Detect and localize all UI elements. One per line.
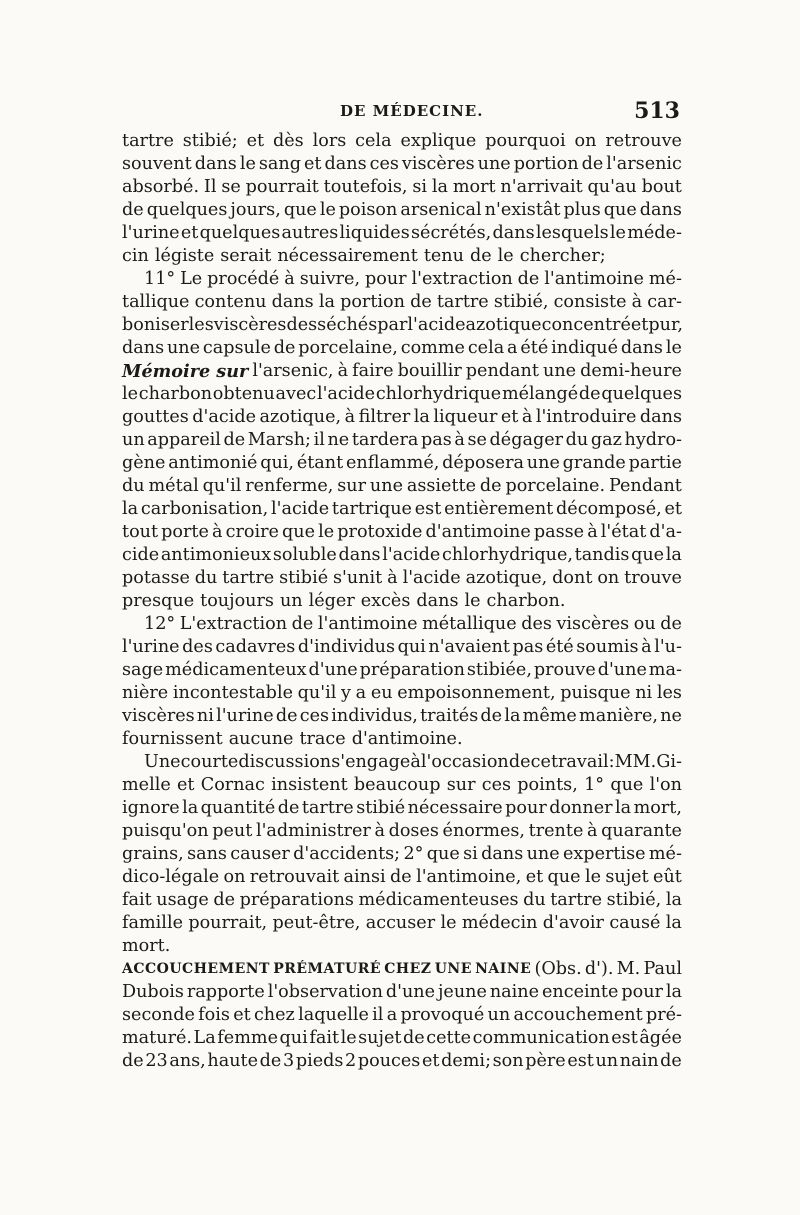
text-line: 12° L'extraction de l'antimoine métallique des viscères ou de [144,614,682,634]
text-line: fait usage de préparations médicamenteuses du tartre stibié, la [122,890,682,910]
text-line: fournissent aucune trace d'antimoine. [122,729,463,749]
text-line: de 23 ans, haute de 3 pieds 2 pouces et demi; son père est un nain de [122,1051,682,1071]
text-line: boniser les viscères desséchés par l'acide azotique concentré et pur, [122,315,684,335]
text-line: Mémoire sur l'arsenic, à faire bouillir pendant une demi-heure [122,361,682,382]
text-line: un appareil de Marsh; il ne tardera pas à se dégager du gaz hydro- [122,430,682,450]
text-line: la carbonisation, l'acide tartrique est entièrement décomposé, et [122,499,682,519]
text-line: dico-légale on retrouvait ainsi de l'antimoine, et que le sujet eût [122,867,682,887]
text-line: presque toujours un léger excès dans le charbon. [122,591,566,611]
text-line: nière incontestable qu'il y a eu empoisonnement, puisque ni les [122,683,682,703]
text-line: l'urine des cadavres d'individus qui n'avaient pas été soumis à l'u- [122,637,682,657]
text-line: gouttes d'acide azotique, à filtrer la liqueur et à l'introduire dans [122,407,682,427]
text-line: grains, sans causer d'accidents; 2° que si dans une expertise mé- [122,844,682,864]
text-line: absorbé. Il se pourrait toutefois, si la mort n'arrivait qu'au bout [122,177,682,197]
text-line: ignore la quantité de tartre stibié nécessaire pour donner la mort, [122,798,682,818]
text-line: du métal qu'il renferme, sur une assiette de porcelaine. Pendant [122,476,682,496]
text-line: tout porte à croire que le protoxide d'antimoine passe à l'état d'a- [122,522,682,542]
text-line: maturé. La femme qui fait le sujet de cette communication est âgée [122,1028,682,1048]
text-line: le charbon obtenu avec l'acide chlorhydrique mélangé de quelques [122,384,682,404]
text-line: 11° Le procédé à suivre, pour l'extraction de l'antimoine mé- [144,269,682,289]
text-line: gène antimonié qui, étant enflammé, déposera une grande partie [122,453,682,473]
page-header [122,98,680,128]
text-line: puisqu'on peut l'administrer à doses énormes, trente à quarante [122,821,682,841]
text-line: Une courte discussion s'engage à l'occasion de ce travail: MM. Gi- [144,752,682,772]
text-line: seconde fois et chez laquelle il a provoqué un accouchement pré- [122,1005,682,1025]
text-line: melle et Cornac insistent beaucoup sur ces points, 1° que l'on [122,775,682,795]
body-text [122,130,682,1073]
page-number: 513 [634,98,680,124]
text-line: cin légiste serait nécessairement tenu de le chercher; [122,246,606,266]
text-line: de quelques jours, que le poison arsenical n'existât plus que dans [122,200,682,220]
text-line: tallique contenu dans la portion de tartre stibié, consiste à car- [122,292,682,312]
text-line: tartre stibié; et dès lors cela explique pourquoi on retrouve [122,131,682,151]
text-line: souvent dans le sang et dans ces viscères une portion de l'arsenic [122,154,682,174]
running-title: DE MÉDECINE. [340,102,484,120]
text-line: ACCOUCHEMENT PRÉMATURÉ CHEZ UNE NAINE (Obs. d'). M. Paul [122,959,682,979]
text-line: potasse du tartre stibié s'unit à l'acide azotique, dont on trouve [122,568,682,588]
text-line: mort. [122,936,171,956]
text-line: sage médicamenteux d'une préparation stibiée, prouve d'une ma- [122,660,682,680]
text-line: cide antimonieux soluble dans l'acide chlorhydrique, tandis que la [122,545,682,565]
text-line: l'urine et quelques autres liquides sécrétés, dans lesquels le méde- [122,223,682,243]
text-line: viscères ni l'urine de ces individus, traités de la même manière, ne [122,706,682,726]
text-line: famille pourrait, peut-être, accuser le médecin d'avoir causé la [122,913,682,933]
text-line: Dubois rapporte l'observation d'une jeune naine enceinte pour la [122,982,682,1002]
text-line: dans une capsule de porcelaine, comme cela a été indiqué dans le [122,338,682,358]
